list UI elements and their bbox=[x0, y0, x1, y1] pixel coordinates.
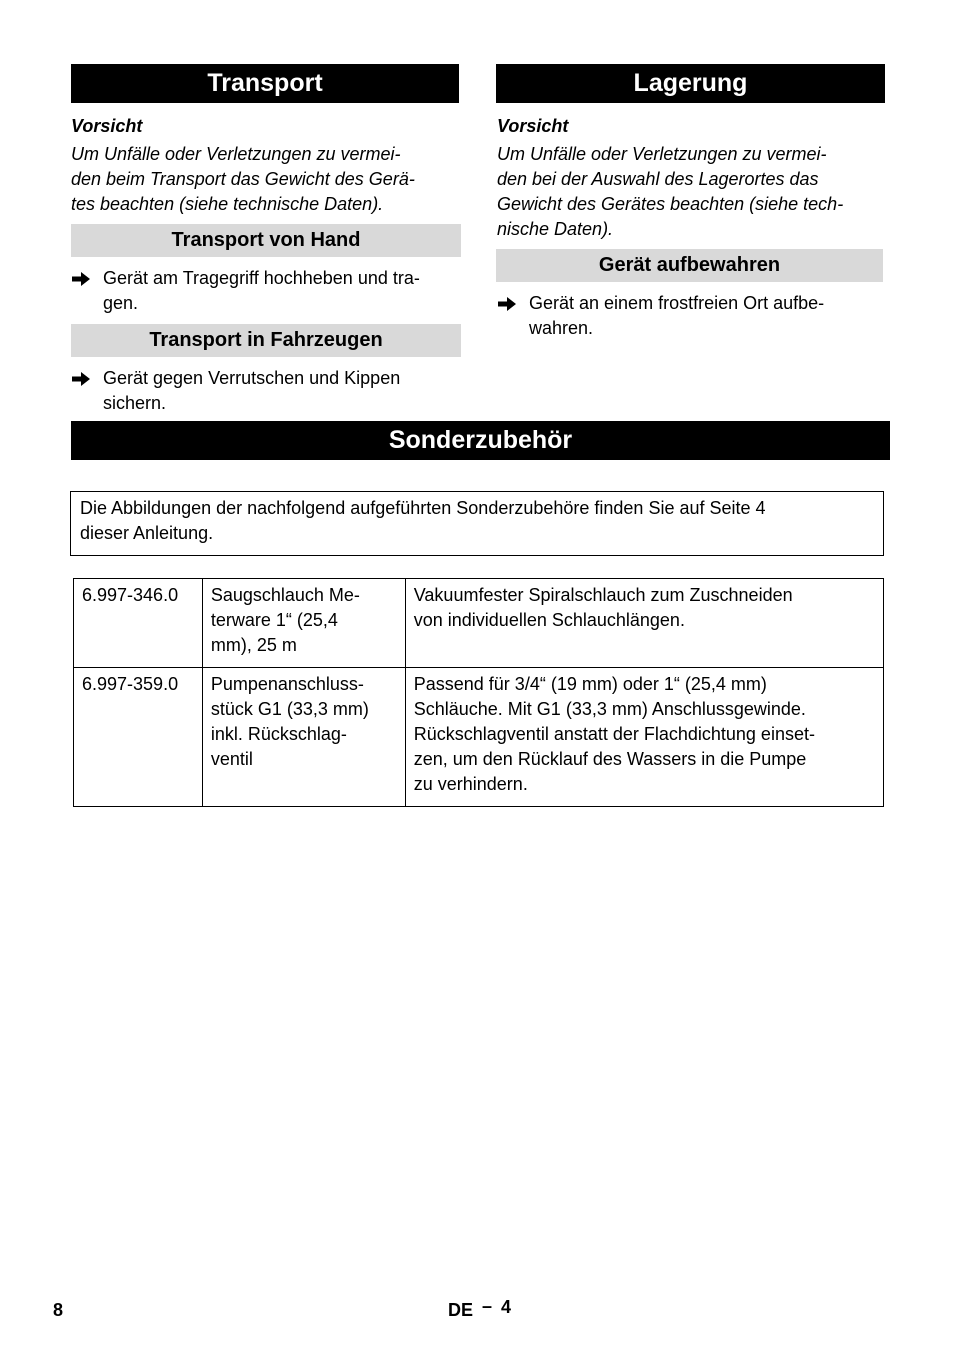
note-line: Die Abbildungen der nachfolgend aufgeführten Sonderzubehöre finden Sie auf Seite 4 bbox=[80, 498, 766, 518]
part-name-cell bbox=[202, 579, 405, 668]
table-row bbox=[74, 668, 884, 807]
cell-line: mm), 25 m bbox=[210, 635, 297, 655]
caution-line: den beim Transport das Gewicht des Gerä- bbox=[71, 169, 415, 189]
cell-line: terware 1“ (25,4 bbox=[210, 610, 338, 630]
storage-caution-text bbox=[497, 142, 897, 242]
page-number: 8 bbox=[53, 1300, 64, 1320]
cell-line: inkl. Rückschlag- bbox=[210, 724, 347, 744]
step-line: wahren. bbox=[529, 318, 594, 338]
step-line: Gerät an einem frostfreien Ort aufbe- bbox=[529, 293, 825, 313]
transport-heading: Transport bbox=[71, 64, 459, 103]
storage-store-step bbox=[497, 291, 887, 341]
transport-caution-title: Vorsicht bbox=[71, 116, 143, 136]
caution-line: Um Unfälle oder Verletzungen zu vermei- bbox=[497, 144, 827, 164]
part-name-cell bbox=[202, 668, 405, 807]
table-row bbox=[74, 579, 884, 668]
storage-caution-title: Vorsicht bbox=[497, 116, 569, 136]
transport-in-vehicles-heading: Transport in Fahrzeugen bbox=[71, 324, 461, 357]
step-line: Gerät am Tragegriff hochheben und tra- bbox=[103, 268, 420, 288]
caution-line: Gewicht des Gerätes beachten (siehe tech- bbox=[497, 194, 844, 214]
transport-caution-text bbox=[71, 142, 471, 217]
caution-line: tes beachten (siehe technische Daten). bbox=[71, 194, 384, 214]
accessories-heading: Sonderzubehör bbox=[71, 421, 890, 460]
step-line: Gerät gegen Verrutschen und Kippen bbox=[103, 368, 401, 388]
caution-line: nische Daten). bbox=[497, 219, 614, 239]
cell-line: Pumpenanschluss- bbox=[210, 674, 364, 694]
storage-heading: Lagerung bbox=[496, 64, 885, 103]
cell-line: Rückschlagventil anstatt der Flachdichtung einset- bbox=[413, 724, 815, 744]
cell-line: Schläuche. Mit G1 (33,3 mm) Anschlussgewinde. bbox=[413, 699, 806, 719]
part-description-cell bbox=[405, 668, 883, 807]
cell-line: zu verhindern. bbox=[413, 774, 528, 794]
transport-by-hand-step bbox=[71, 266, 466, 316]
transport-by-hand-heading: Transport von Hand bbox=[71, 224, 461, 257]
cell-line: zen, um den Rücklauf des Wassers in die Pumpe bbox=[413, 749, 807, 769]
accessories-table bbox=[73, 578, 884, 807]
cell-line: ventil bbox=[210, 749, 253, 769]
arrow-right-icon bbox=[497, 291, 521, 312]
part-description-cell bbox=[405, 579, 883, 668]
storage-store-heading: Gerät aufbewahren bbox=[496, 249, 883, 282]
cell-line: stück G1 (33,3 mm) bbox=[210, 699, 369, 719]
caution-line: Um Unfälle oder Verletzungen zu vermei- bbox=[71, 144, 401, 164]
cell-line: Passend für 3/4“ (19 mm) oder 1“ (25,4 mm) bbox=[413, 674, 767, 694]
step-line: gen. bbox=[103, 293, 139, 313]
part-number-cell: 6.997-359.0 bbox=[74, 668, 203, 807]
footer-section-page: 4 bbox=[501, 1297, 512, 1317]
cell-line: Saugschlauch Me- bbox=[210, 585, 360, 605]
cell-line: von individuellen Schlauchlängen. bbox=[413, 610, 685, 630]
cell-line: Vakuumfester Spiralschlauch zum Zuschneiden bbox=[413, 585, 793, 605]
transport-in-vehicles-step bbox=[71, 366, 466, 416]
caution-line: den bei der Auswahl des Lagerortes das bbox=[497, 169, 819, 189]
part-number-cell: 6.997-346.0 bbox=[74, 579, 203, 668]
arrow-right-icon bbox=[71, 266, 95, 287]
step-line: sichern. bbox=[103, 393, 167, 413]
arrow-right-icon bbox=[71, 366, 95, 387]
note-line: dieser Anleitung. bbox=[80, 523, 214, 543]
footer-dash: – bbox=[482, 1296, 493, 1316]
accessories-note bbox=[70, 491, 884, 556]
footer-language: DE bbox=[448, 1300, 474, 1320]
